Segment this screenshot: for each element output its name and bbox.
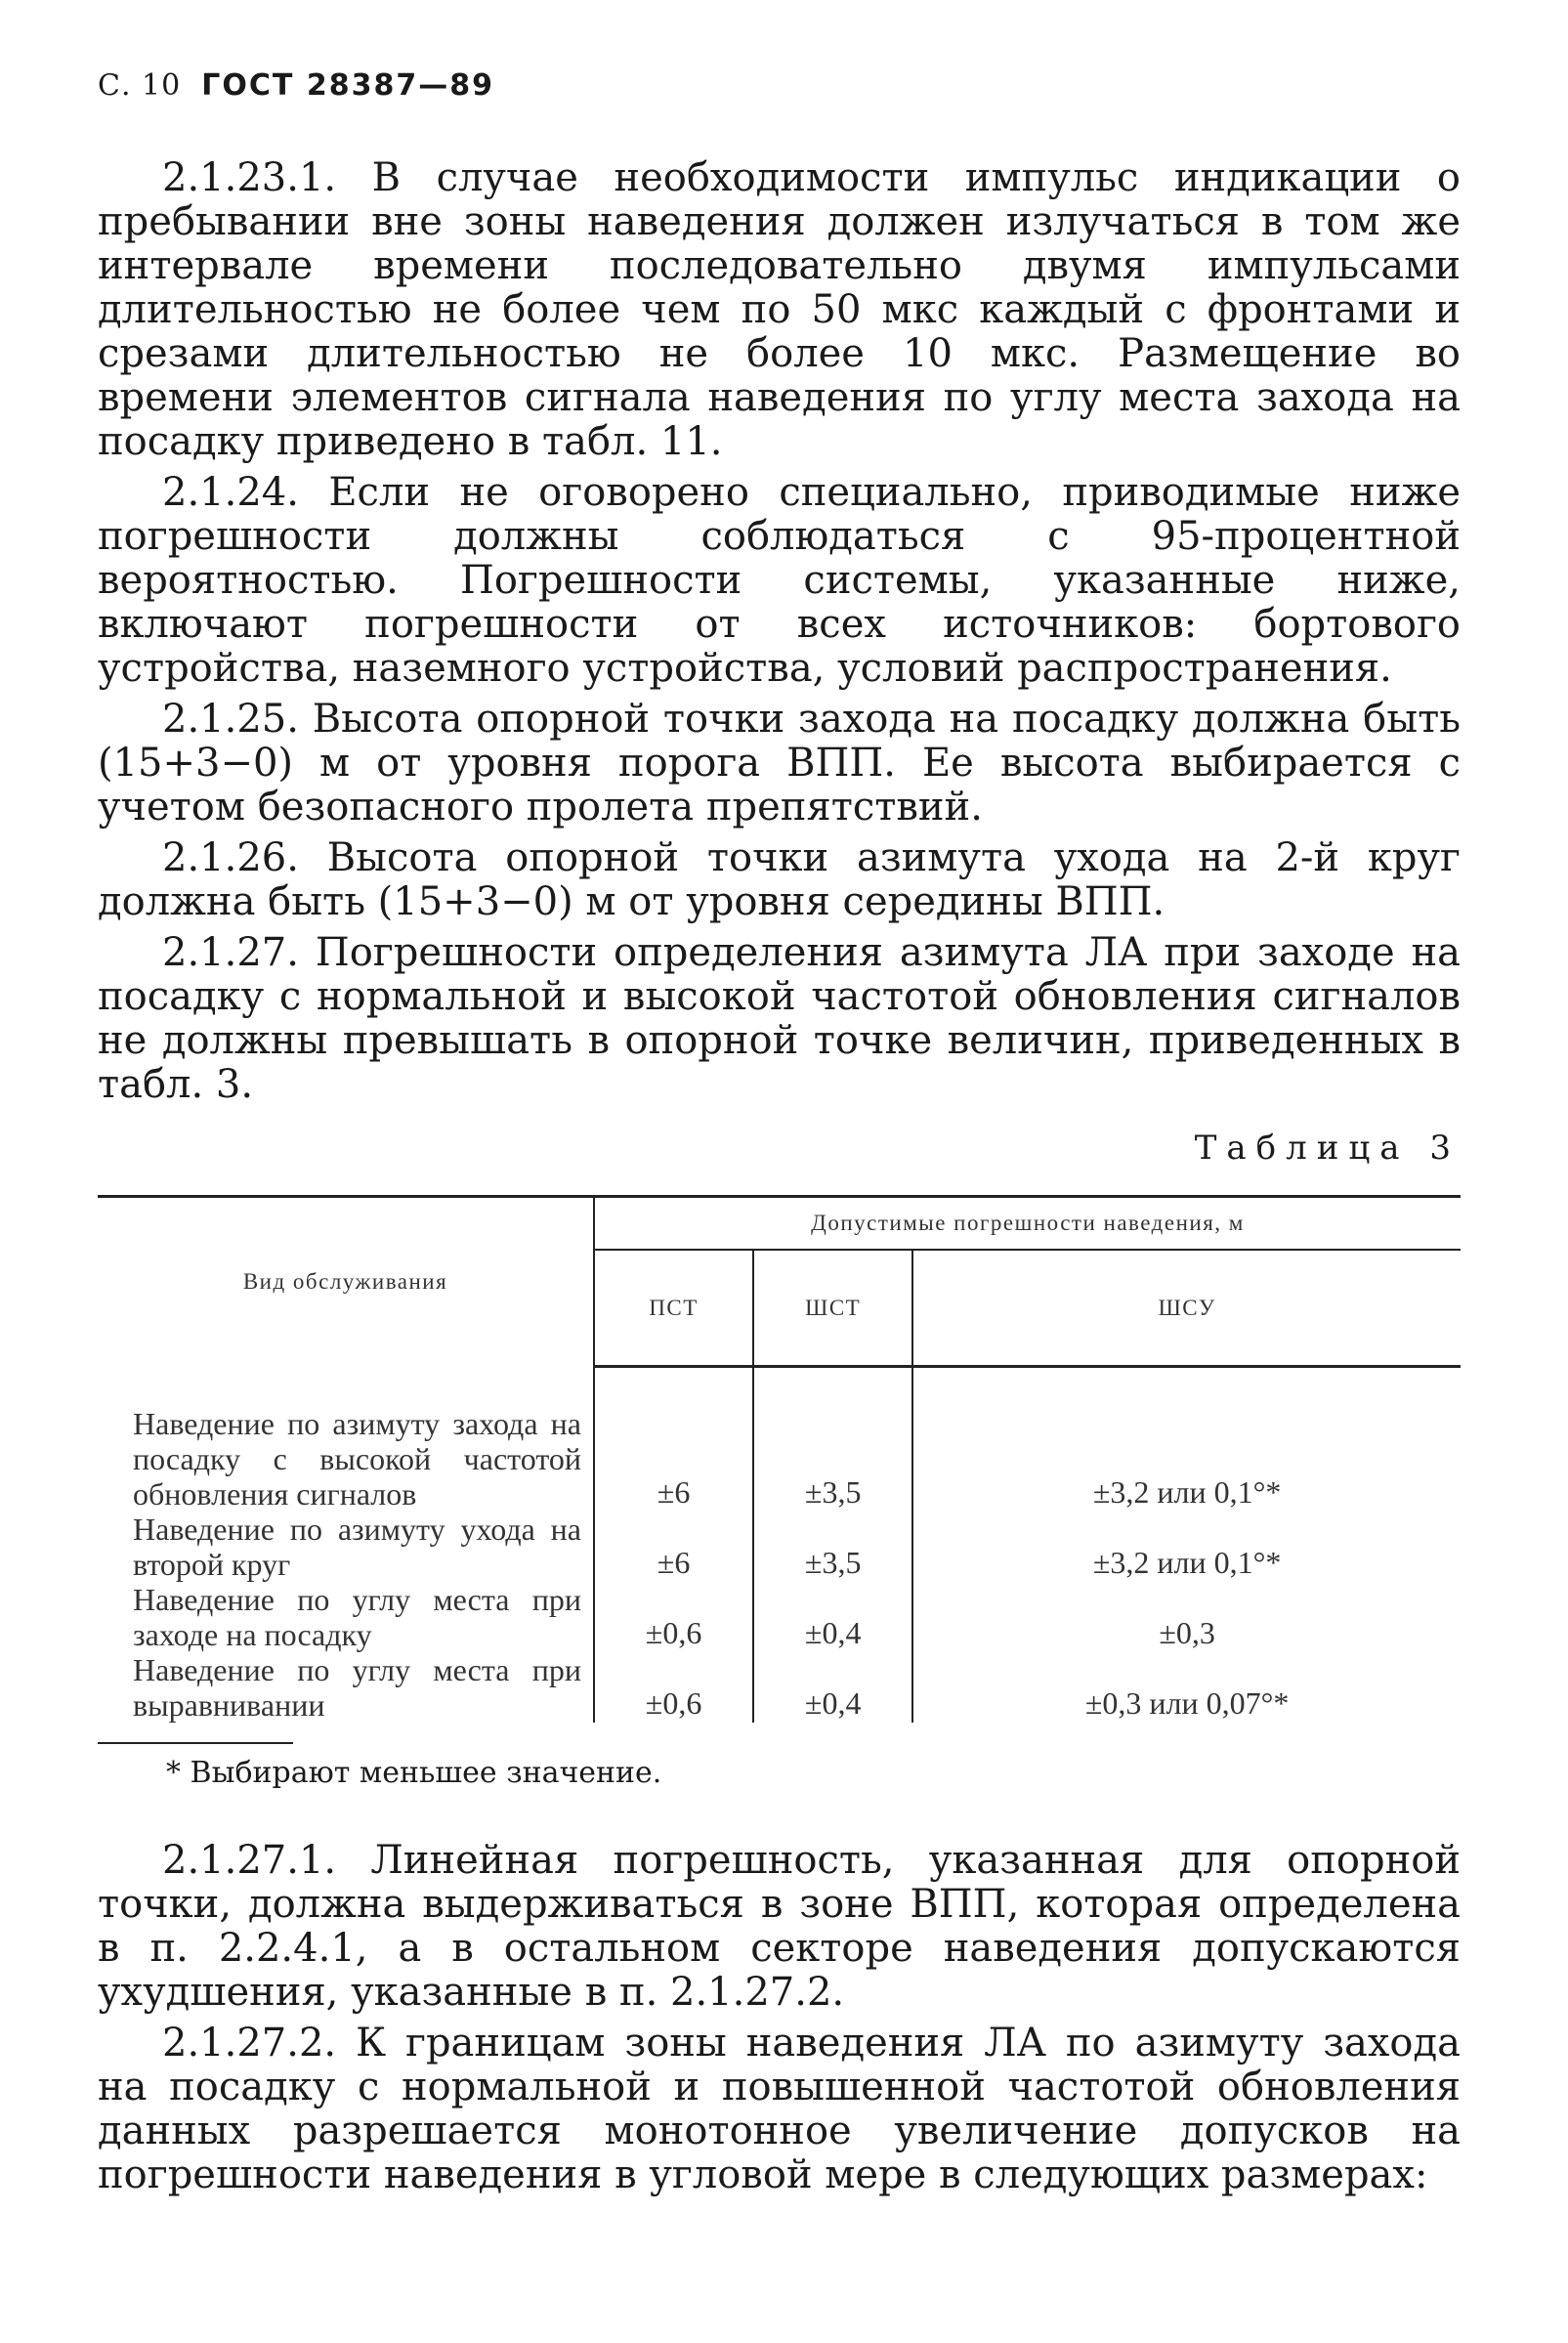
shsu-cell: ±3,2 или 0,1°*	[1092, 1473, 1282, 1510]
paragraph-2-1-23-1: 2.1.23.1. В случае необходимости импульс индикации о пребывании вне зоны наведения должен излучаться в том же интервале времени последовательно двумя импульсами длительностью не более чем по 50 мкс каждый с фронтами и срезами длительностью не более 10 мкс. Размещение во времени элементов сигнала наведения по углу места захода на посадку приведено в табл. 11.	[98, 155, 1461, 464]
paragraph-2-1-27-1: 2.1.27.1. Линейная погрешность, указанная для опорной точки, должна выдерживаться в зоне ВПП, которая определена в п. 2.2.4.1, а в остальном секторе наведения допускаются ухудшения, указанные в п. 2.1.27.2.	[98, 1837, 1461, 2015]
service-cell: Наведение по углу места при выравнивании	[98, 1652, 594, 1723]
standard-number: ГОСТ 28387—89	[201, 68, 494, 103]
document-page	[98, 68, 1461, 2204]
pst-cell: ±6	[594, 1512, 753, 1582]
header-pst: ПСТ	[594, 1250, 753, 1367]
paragraph-2-1-25: 2.1.25. Высота опорной точки захода на посадку должна быть (15+3−0) м от уровня порога ВПП. Ее высота выбирается с учетом безопасного пролета препятствий.	[98, 697, 1461, 830]
paragraph-2-1-27-2: 2.1.27.2. К границам зоны наведения ЛА по азимуту захода на посадку с нормальной и повышенной частотой обновления данных разрешается монотонное увеличение допусков на погрешности наведения в угловой мере в следующих размерах:	[98, 2020, 1461, 2197]
table-row	[98, 1367, 1461, 1512]
header-shsu: ШСУ	[912, 1250, 1461, 1367]
paragraph-2-1-26: 2.1.26. Высота опорной точки азимута ухода на 2-й круг должна быть (15+3−0) м от уровня середины ВПП.	[98, 835, 1461, 924]
shst-cell: ±0,4	[753, 1652, 912, 1723]
service-cell: Наведение по азимуту захода на посадку с высокой частотой обновления сигналов	[98, 1367, 594, 1512]
service-cell: Наведение по азимуту ухода на второй круг	[98, 1512, 594, 1582]
footnote-divider	[98, 1742, 293, 1744]
page-header	[98, 68, 1461, 103]
shsu-cell: ±0,3	[1159, 1614, 1215, 1650]
paragraph-2-1-24: 2.1.24. Если не оговорено специально, приводимые ниже погрешности должны соблюдаться с 95-процентной вероятностью. Погрешности системы, указанные ниже, включают погрешности от всех источников: бортового устройства, наземного устройства, условий распространения.	[98, 470, 1461, 691]
tolerance-table	[98, 1195, 1461, 1723]
table-row	[98, 1582, 1461, 1652]
pst-cell: ±0,6	[594, 1652, 753, 1723]
footnote: * Выбирают меньшее значение.	[166, 1755, 662, 1790]
shsu-cell: ±3,2 или 0,1°*	[1092, 1544, 1282, 1580]
table-label: Таблица 3	[1194, 1129, 1461, 1168]
table-row	[98, 1652, 1461, 1723]
shst-cell: ±3,5	[753, 1512, 912, 1582]
header-tolerance-group: Допустимые погрешности наведения, м	[594, 1197, 1461, 1251]
service-cell: Наведение по углу места при заходе на посадку	[98, 1582, 594, 1652]
paragraph-2-1-27: 2.1.27. Погрешности определения азимута ЛА при заходе на посадку с нормальной и высокой частотой обновления сигналов не должны превышать в опорной точке величин, приведенных в табл. 3.	[98, 930, 1461, 1107]
pst-cell: ±6	[594, 1367, 753, 1512]
shsu-cell: ±0,3 или 0,07°*	[1084, 1684, 1290, 1721]
pst-cell: ±0,6	[594, 1582, 753, 1652]
shst-cell: ±3,5	[753, 1367, 912, 1512]
shst-cell: ±0,4	[753, 1582, 912, 1652]
header-service-type: Вид обслуживания	[98, 1197, 594, 1367]
header-shst: ШСТ	[753, 1250, 912, 1367]
table-row	[98, 1512, 1461, 1582]
page-number: С. 10	[98, 68, 182, 103]
